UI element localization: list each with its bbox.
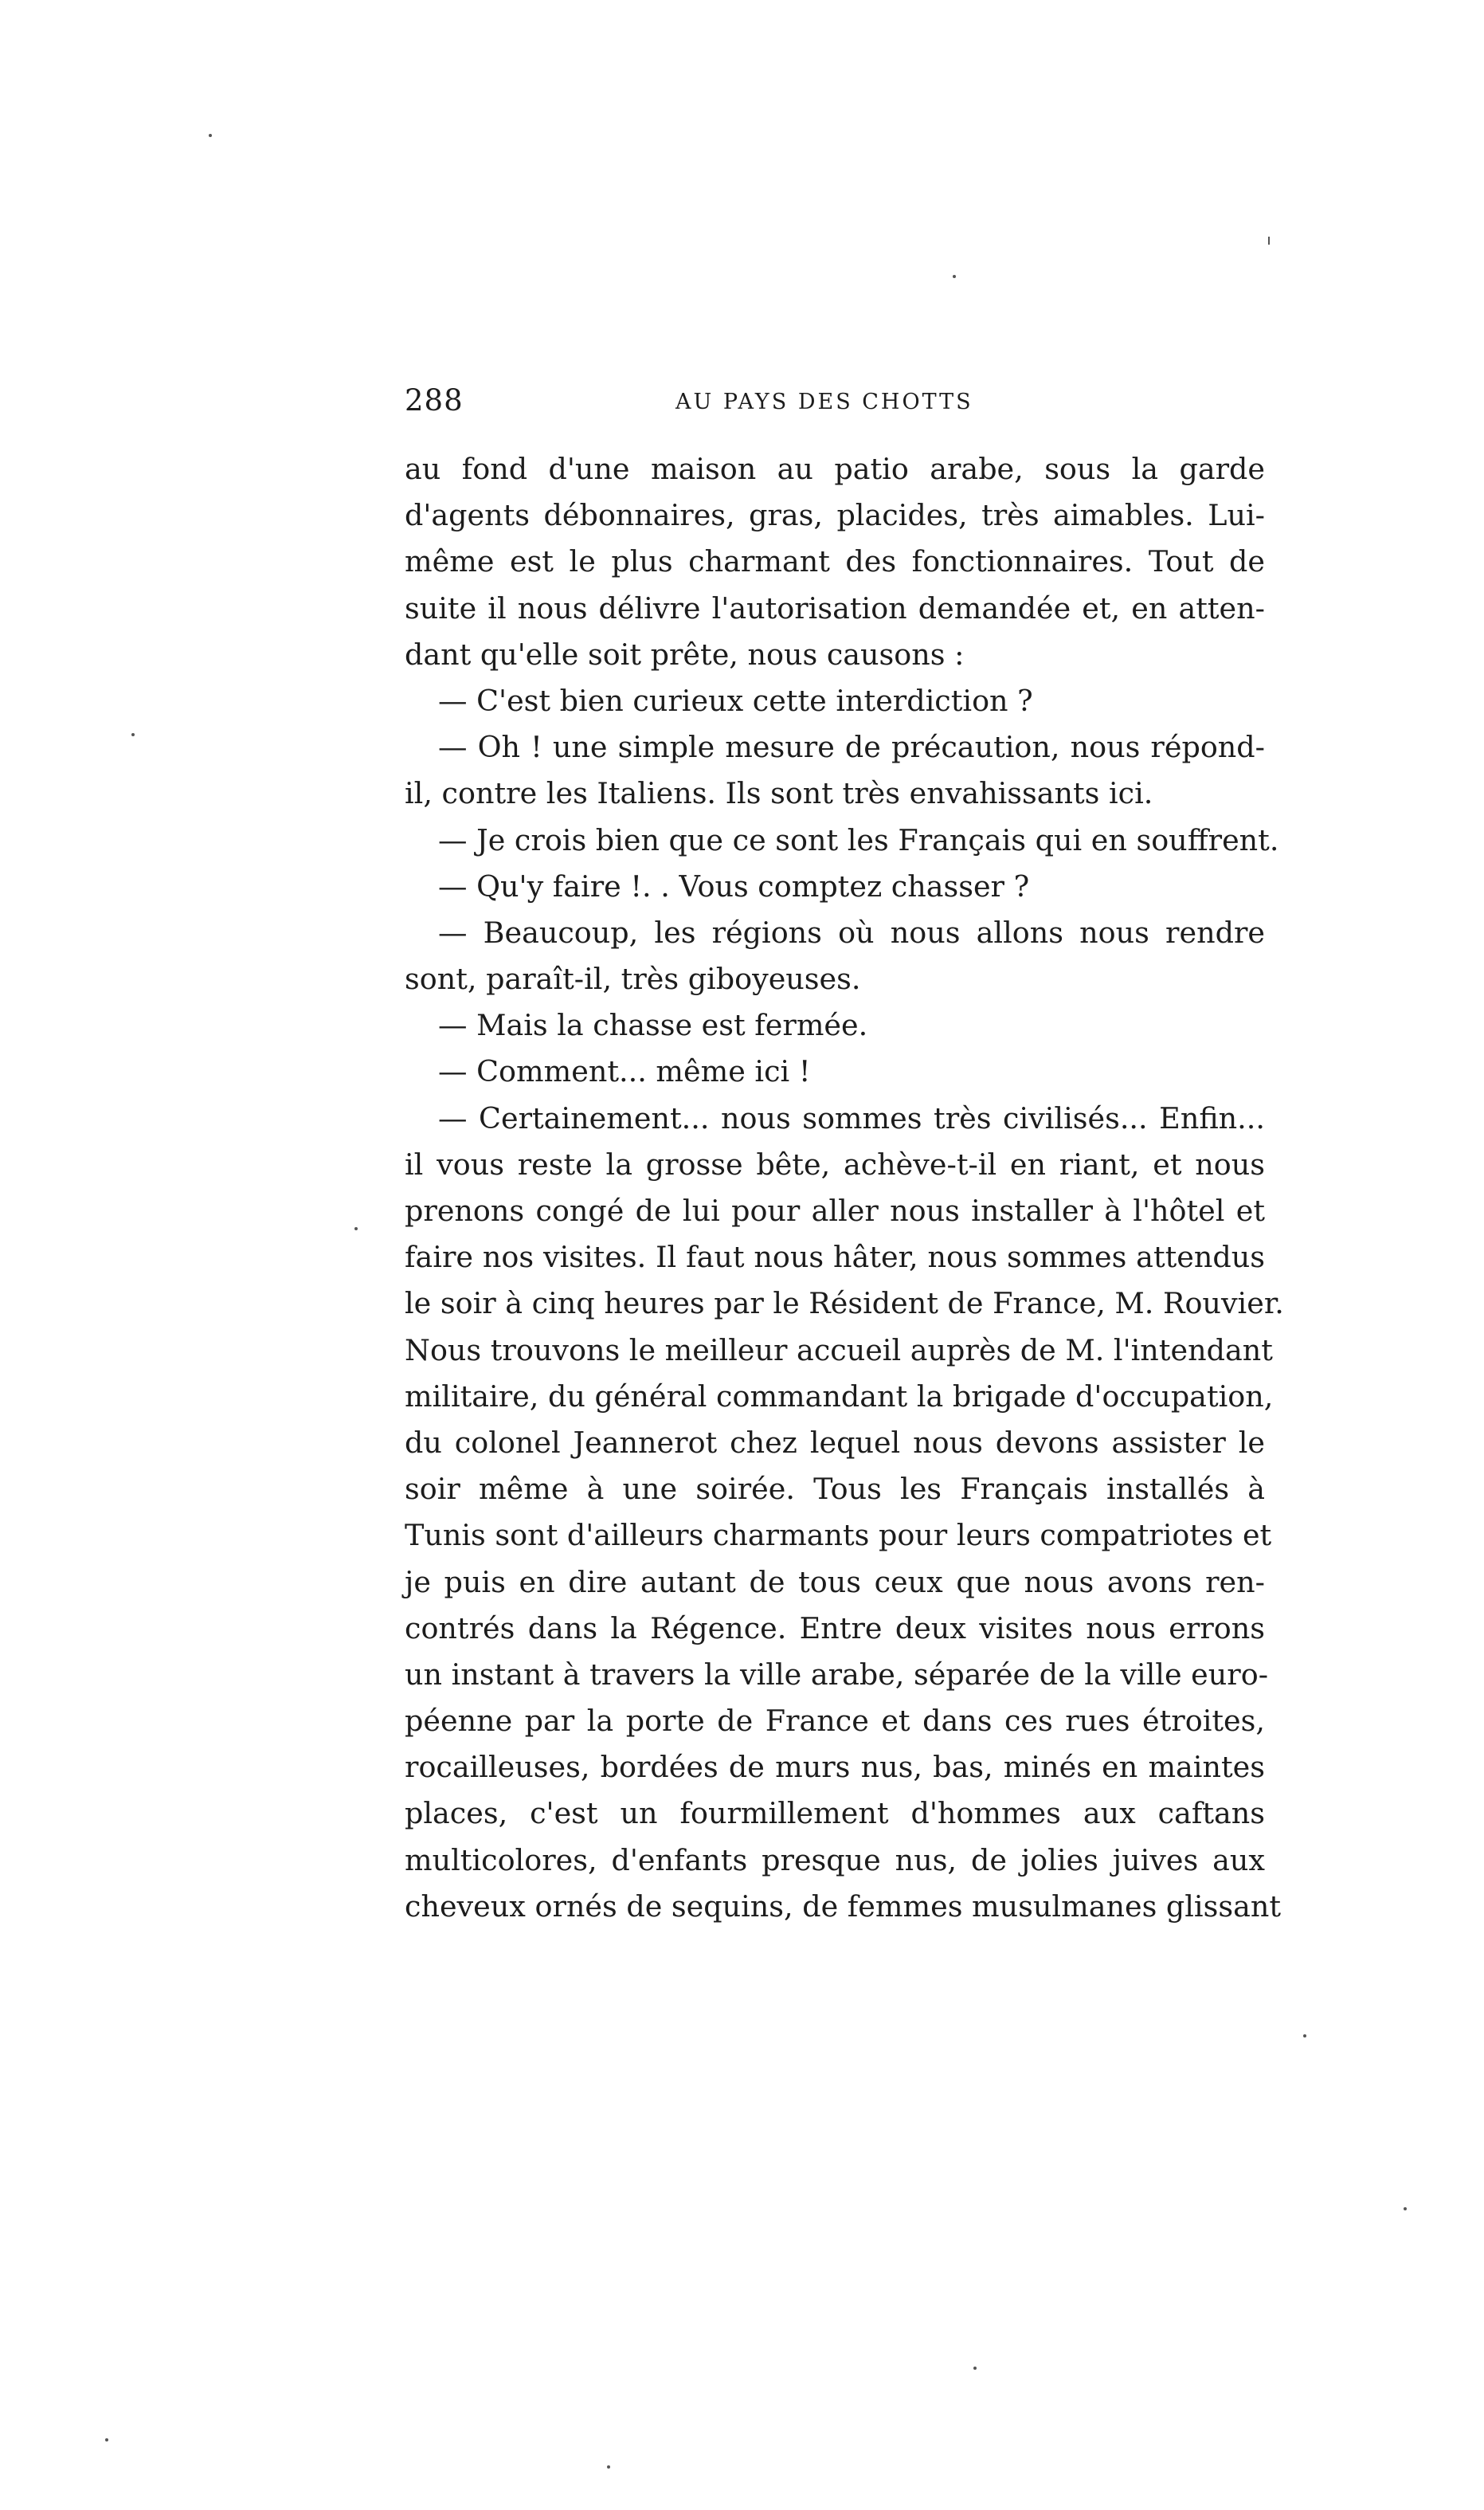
scan-speck: [105, 2438, 108, 2441]
text-line: Nous trouvons le meilleur accueil auprès de M. l'intendant: [405, 1332, 1273, 1367]
text-line: au fond d'une maison au patio arabe, sous la garde: [405, 452, 1265, 486]
text-line: suite il nous délivre l'autorisation demandée et, en atten-: [405, 590, 1265, 626]
scan-speck: [1268, 237, 1270, 245]
scan-speck: [607, 2465, 610, 2469]
text-line: rocailleuses, bordées de murs nus, bas, minés en maintes: [405, 1750, 1265, 1785]
text-line: cheveux ornés de sequins, de femmes musulmanes glissant: [405, 1888, 1282, 1924]
page-header: [405, 381, 1265, 421]
body-text: [405, 446, 1284, 1930]
text-line: dant qu'elle soit prête, nous causons :: [405, 637, 965, 672]
text-line: il vous reste la grosse bête, achève-t-il en riant, et nous: [405, 1147, 1265, 1182]
dialogue-line: — Comment... même ici !: [438, 1054, 811, 1089]
scan-speck: [354, 1227, 358, 1230]
dialogue-line: — Beaucoup, les régions où nous allons nous rendre: [438, 915, 1265, 950]
scan-speck: [973, 2367, 977, 2370]
text-line: militaire, du général commandant la brigade d'occupation,: [405, 1379, 1274, 1414]
dialogue-line: — Oh ! une simple mesure de précaution, nous répond-: [438, 730, 1265, 765]
text-line: multicolores, d'enfants presque nus, de jolies juives aux: [405, 1842, 1265, 1877]
text-line: du colonel Jeannerot chez lequel nous devons assister le: [405, 1425, 1265, 1460]
dialogue-line: — Je crois bien que ce sont les Français qui en souffrent.: [438, 822, 1279, 857]
text-line: je puis en dire autant de tous ceux que nous avons ren-: [405, 1564, 1265, 1599]
text-line: faire nos visites. Il faut nous hâter, nous sommes attendus: [405, 1240, 1265, 1275]
dialogue-line: — Mais la chasse est fermée.: [438, 1008, 868, 1043]
scan-speck: [1404, 2207, 1407, 2210]
dialogue-line: — Qu'y faire !. . Vous comptez chasser ?: [438, 869, 1030, 904]
scan-speck: [209, 134, 212, 137]
scan-speck: [131, 733, 135, 736]
text-line: places, c'est un fourmillement d'hommes aux caftans: [405, 1796, 1265, 1831]
text-line: même est le plus charmant des fonctionnaires. Tout de: [405, 544, 1265, 579]
text-line: Tunis sont d'ailleurs charmants pour leurs compatriotes et: [405, 1518, 1272, 1553]
text-line: il, contre les Italiens. Ils sont très envahissants ici.: [405, 776, 1153, 811]
text-line: un instant à travers la ville arabe, séparée de la ville euro-: [405, 1657, 1269, 1692]
dialogue-line: — C'est bien curieux cette interdiction ?: [438, 683, 1033, 718]
scan-speck: [953, 275, 956, 278]
text-line: contrés dans la Régence. Entre deux visites nous errons: [405, 1610, 1265, 1645]
text-line: soir même à une soirée. Tous les Français installés à: [405, 1472, 1265, 1507]
text-line: sont, paraît-il, très giboyeuses.: [405, 962, 861, 997]
dialogue-line: — Certainement... nous sommes très civilisés... Enfin...: [438, 1100, 1265, 1135]
text-line: prenons congé de lui pour aller nous installer à l'hôtel et: [405, 1194, 1265, 1228]
page-number: 288: [405, 383, 464, 418]
text-line: péenne par la porte de France et dans ces rues étroites,: [405, 1704, 1265, 1739]
text-line: le soir à cinq heures par le Résident de France, M. Rouvier.: [405, 1286, 1284, 1321]
running-title: AU PAYS DES CHOTTS: [675, 390, 973, 414]
scan-speck: [1303, 2034, 1306, 2037]
text-line: d'agents débonnaires, gras, placides, très aimables. Lui-: [405, 498, 1265, 533]
